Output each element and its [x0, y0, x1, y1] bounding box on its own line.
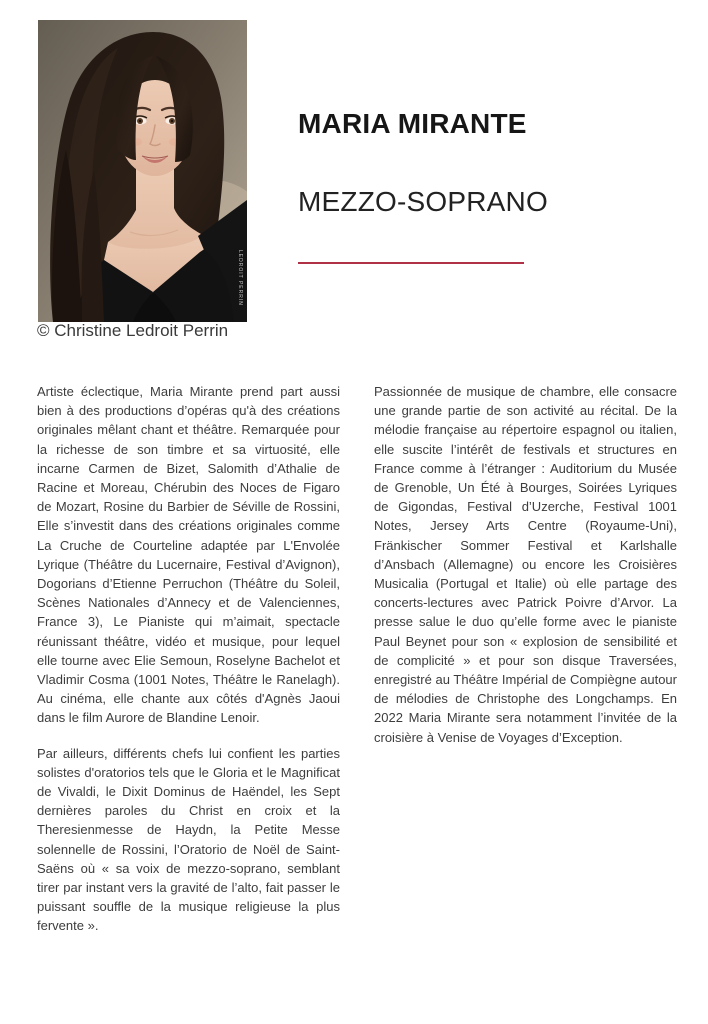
page-title: MARIA MIRANTE — [298, 108, 527, 139]
bio-paragraph: Par ailleurs, différents chefs lui confient les parties solistes d'oratorios tels que le Gloria et le Magnificat de Vivaldi, le Dixit Dominus de Haëndel, les Sept dernières paroles du Christ en croix et la Theresienmesse de Haydn, la Petite Messe solennelle de Rossini, l’Oratorio de Noël de Saint-Saëns où « sa voix de mezzo-soprano, semblant tirer par instant vers la gravité de l’alto, fait passer le puissant souffle de la musique religieuse la plus fervente ». — [37, 745, 340, 934]
bio-paragraph: Artiste éclectique, Maria Mirante prend part aussi bien à des productions d’opéras qu'à des créations originales mêlant chant et théâtre. Remarquée pour la richesse de son timbre et sa virtuosité, elle incarne Carmen de Bizet, Salomith d’Athalie de Racine et Moreau, Chérubin des Noces de Figaro de Mozart, Rosine du Barbier de Séville de Rossini, Elle s’investit dans des créations originales comme La Cruche de Courteline adaptée par L'Envolée Lyrique (Théâtre du Lucernaire, Festival d’Avignon), Dogorians d’Etienne Perruchon (Théâtre du Soleil, Scènes Nationales d’Annecy et de Valenciennes, France 3), Le Pianiste qui m’aimait, spectacle réunissant théâtre, vidéo et musique, pour lequel elle tourne avec Elie Semoun, Roselyne Bachelot et Vladimir Cosma (1001 Notes, Théâtre le Ranelagh). Au cinéma, elle chante aux côtés d'Agnès Jaoui dans le film Aurore de Blandine Lenoir. — [37, 384, 340, 726]
biography-right-column — [374, 382, 677, 952]
portrait-illustration — [38, 20, 247, 322]
biography-columns — [37, 382, 677, 952]
header-block — [298, 108, 678, 264]
photo-credit-caption: © Christine Ledroit Perrin — [37, 321, 229, 340]
portrait-photo — [38, 20, 247, 322]
photo-watermark: LEDROIT PERRIN — [237, 250, 243, 306]
bio-paragraph: Passionnée de musique de chambre, elle consacre une grande partie de son activité au récital. De la mélodie française au répertoire espagnol ou italien, elle suscite l’intérêt de festivals et structures en France comme à l’étranger : Auditorium du Musée de Grenoble, Un Été à Bourges, Soirées Lyriques de Gigondas, Festival d’Uzerche, Festival 1001 Notes, Jersey Arts Centre (Royaume-Uni), Fränkischer Sommer Festival et Karlshalle d’Ansbach (Allemagne) ou encore les Croisières Musicalia (Portugal et Italie) où elle partage des concerts-lectures avec Patrick Poivre d’Arvor. La presse salue le duo qu’elle forme avec le pianiste Paul Beynet pour son « explosion de sensibilité et de complicité » et pour son disque Traversées, enregistré au Théâtre Impérial de Compiègne autour de mélodies de Christophe des Longchamps. En 2022 Maria Mirante sera notamment l’invitée de la croisière à Venise de Voyages d’Exception. — [374, 384, 677, 745]
page-subtitle: MEZZO-SOPRANO — [298, 186, 548, 217]
title-underline — [298, 262, 524, 264]
biography-left-column — [37, 382, 340, 952]
